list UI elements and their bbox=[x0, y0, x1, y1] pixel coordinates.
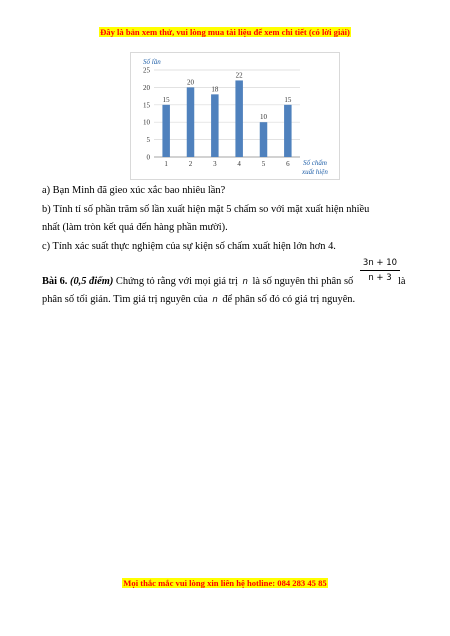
bar bbox=[162, 105, 170, 157]
preview-notice-banner bbox=[0, 27, 450, 37]
bai6-title: Bài 6. bbox=[42, 276, 68, 287]
question-a: a) Bạn Minh đã gieo xúc xắc bao nhiêu lần? bbox=[42, 185, 226, 196]
y-axis-title: Số lần bbox=[143, 58, 161, 66]
question-b-line2: nhất (làm tròn kết quả đến hàng phần mười). bbox=[42, 222, 228, 233]
bai6-text-2: là số nguyên thì phân số bbox=[252, 276, 354, 287]
x-tick-label: 6 bbox=[286, 160, 290, 168]
y-tick-label: 0 bbox=[146, 153, 150, 162]
y-tick-label: 15 bbox=[143, 101, 150, 110]
hotline-text: Mọi thắc mắc vui lòng xin liên hệ hotline: 084 283 45 85 bbox=[123, 578, 327, 588]
question-b-line1: b) Tính tỉ số phần trăm số lần xuất hiện mặt 5 chấm so với mặt xuất hiện nhiều bbox=[42, 204, 370, 215]
bai6-points: (0,5 điểm) bbox=[70, 276, 114, 287]
y-tick-label: 20 bbox=[143, 83, 150, 92]
bar bbox=[284, 105, 292, 157]
y-tick-label: 5 bbox=[146, 136, 150, 145]
variable-n-2: n bbox=[212, 295, 218, 305]
data-label: 18 bbox=[211, 85, 219, 94]
data-label: 15 bbox=[162, 95, 170, 104]
preview-notice-text: Đây là bản xem thử, vui lòng mua tài liệu để xem chi tiết (có lời giải) bbox=[100, 27, 350, 37]
y-tick-label: 10 bbox=[143, 118, 150, 127]
bar bbox=[187, 87, 195, 157]
bar bbox=[260, 122, 268, 157]
fraction-numerator: 3n + 10 bbox=[360, 258, 400, 271]
bai6-line1 bbox=[42, 276, 382, 287]
x-tick-label: 5 bbox=[261, 160, 266, 168]
data-label: 22 bbox=[235, 71, 243, 80]
bai6-text-1: Chứng tỏ rằng với mọi giá trị bbox=[115, 276, 238, 287]
x-axis-title-line1: Số chấm bbox=[303, 159, 327, 167]
variable-n: n bbox=[242, 277, 248, 287]
data-label: 20 bbox=[187, 78, 194, 87]
y-tick-label: 25 bbox=[143, 66, 150, 75]
bai6-la: là bbox=[398, 276, 406, 287]
fraction-denominator: n + 3 bbox=[368, 273, 392, 283]
bai6-text-4: để phân số đó có giá trị nguyên. bbox=[222, 294, 356, 305]
x-axis-title-line2: xuất hiện bbox=[302, 168, 328, 176]
data-label: 10 bbox=[260, 113, 267, 122]
data-label: 15 bbox=[284, 95, 292, 104]
hotline-banner bbox=[0, 578, 450, 588]
bar bbox=[211, 94, 219, 157]
x-tick-label: 3 bbox=[213, 160, 217, 168]
bai6-text-3: phân số tối giản. Tìm giá trị nguyên của bbox=[42, 294, 208, 305]
x-tick-label: 1 bbox=[164, 160, 168, 168]
bar-chart bbox=[130, 52, 340, 180]
question-c: c) Tính xác suất thực nghiệm của sự kiện số chấm xuất hiện lớn hơn 4. bbox=[42, 241, 336, 252]
bai6-line2 bbox=[42, 294, 402, 305]
x-tick-label: 2 bbox=[188, 160, 193, 168]
x-tick-label: 4 bbox=[237, 160, 241, 168]
bar bbox=[235, 80, 243, 157]
